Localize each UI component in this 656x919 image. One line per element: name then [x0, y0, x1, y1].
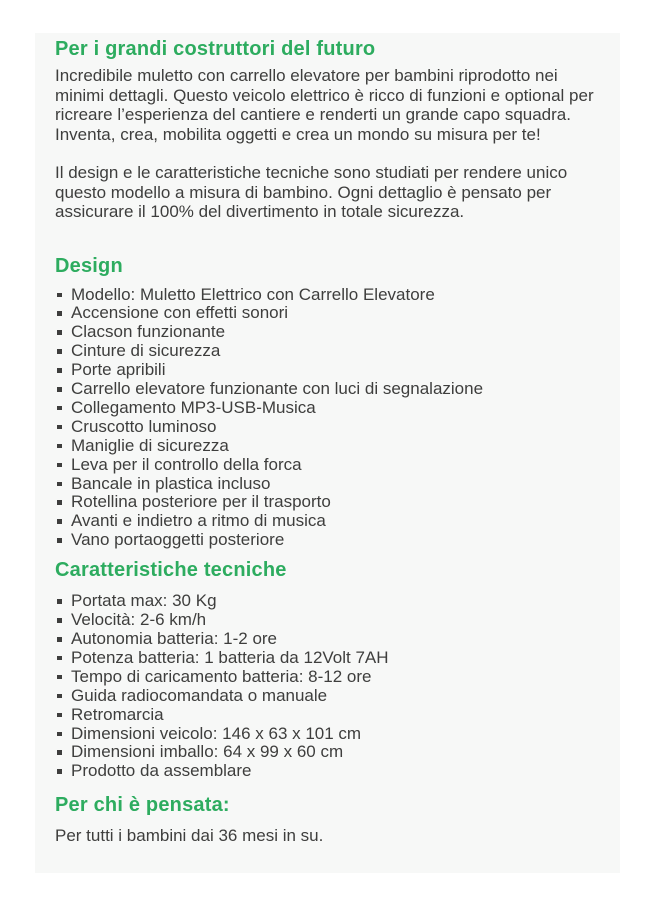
design-feature-item [55, 399, 600, 418]
square-bullet-icon [57, 599, 62, 604]
design-feature-item [55, 418, 600, 437]
spec-item [55, 725, 600, 744]
design-feature-item [55, 304, 600, 323]
square-bullet-icon [57, 769, 62, 774]
spec-item [55, 687, 600, 706]
design-feature-item [55, 323, 600, 342]
design-feature-item [55, 475, 600, 494]
square-bullet-icon [57, 406, 62, 411]
design-feature-item [55, 456, 600, 475]
spec-item [55, 762, 600, 781]
square-bullet-icon [57, 463, 62, 468]
intro-section-title: Per i grandi costruttori del futuro [55, 38, 376, 60]
square-bullet-icon [57, 618, 62, 623]
design-feature-text: Leva per il controllo della forca [71, 454, 302, 474]
design-feature-item [55, 493, 600, 512]
design-feature-text: Porte apribili [71, 360, 166, 380]
design-feature-text: Bancale in plastica incluso [71, 473, 271, 493]
specs-list [55, 592, 600, 781]
design-feature-item [55, 286, 600, 305]
square-bullet-icon [57, 330, 62, 335]
spec-item [55, 611, 600, 630]
audience-section-title: Per chi è pensata: [55, 794, 230, 817]
square-bullet-icon [57, 368, 62, 373]
square-bullet-icon [57, 694, 62, 699]
design-feature-item [55, 380, 600, 399]
spec-text: Autonomia batteria: 1-2 ore [71, 629, 278, 648]
product-description-panel [35, 33, 620, 873]
spec-text: Portata max: 30 Kg [71, 591, 217, 611]
design-feature-text: Carrello elevatore funzionante con luci di segnalazione [71, 379, 484, 399]
design-feature-text: Collegamento MP3-USB-Musica [71, 397, 316, 417]
spec-text: Guida radiocomandata o manuale [71, 685, 328, 705]
design-feature-item [55, 437, 600, 456]
square-bullet-icon [57, 349, 62, 354]
design-feature-text: Vano portaoggetti posteriore [71, 530, 285, 550]
spec-item [55, 592, 600, 611]
spec-item [55, 743, 600, 762]
square-bullet-icon [57, 637, 62, 642]
square-bullet-icon [57, 500, 62, 505]
square-bullet-icon [57, 538, 62, 543]
design-feature-text: Avanti e indietro a ritmo di musica [71, 511, 326, 531]
square-bullet-icon [57, 732, 62, 737]
square-bullet-icon [57, 293, 62, 298]
spec-text: Dimensioni imballo: 64 x 99 x 60 cm [71, 742, 344, 762]
intro-paragraph-1: Incredibile muletto con carrello elevatore per bambini riprodotto nei minimi dettagli. Questo veicolo elettrico è ricco di funzioni e optional per ricreare l’esperienza del cantiere e renderti un grande capo squadra. Inventa, crea, mobilita oggetti e crea un mondo su misura per te! [55, 66, 594, 144]
design-feature-item [55, 361, 600, 380]
square-bullet-icon [57, 519, 62, 524]
spec-text: Velocità: 2-6 km/h [71, 610, 207, 630]
square-bullet-icon [57, 675, 62, 680]
spec-item [55, 649, 600, 668]
design-feature-item [55, 342, 600, 361]
square-bullet-icon [57, 311, 62, 316]
design-feature-text: Clacson funzionante [71, 322, 226, 342]
spec-text: Dimensioni veicolo: 146 x 63 x 101 cm [71, 723, 362, 743]
square-bullet-icon [57, 444, 62, 449]
design-feature-text: Maniglie di sicurezza [71, 435, 229, 455]
design-feature-text: Cruscotto luminoso [71, 416, 217, 436]
spec-item [55, 668, 600, 687]
square-bullet-icon [57, 387, 62, 392]
design-feature-list [55, 286, 600, 551]
spec-text: Retromarcia [71, 704, 164, 724]
audience-paragraph: Per tutti i bambini dai 36 mesi in su. [55, 826, 324, 846]
spec-text: Prodotto da assemblare [71, 761, 252, 781]
design-feature-text: Cinture di sicurezza [71, 341, 221, 361]
design-feature-text: Accensione con effetti sonori [71, 303, 289, 323]
design-section-title: Design [55, 254, 123, 277]
spec-item [55, 706, 600, 725]
design-feature-item [55, 512, 600, 531]
design-feature-text: Modello: Muletto Elettrico con Carrello Elevatore [71, 284, 435, 304]
design-feature-text: Rotellina posteriore per il trasporto [71, 492, 331, 512]
spec-text: Tempo di caricamento batteria: 8-12 ore [71, 666, 372, 686]
spec-item [55, 630, 600, 649]
spec-text: Potenza batteria: 1 batteria da 12Volt 7AH [71, 647, 389, 667]
specs-section-title: Caratteristiche tecniche [55, 559, 287, 582]
design-feature-item [55, 531, 600, 550]
intro-paragraph-2: Il design e le caratteristiche tecniche sono studiati per rendere unico questo modello a misura di bambino. Ogni dettaglio è pensato per assicurare il 100% del divertimento in totale sicurezza. [55, 163, 568, 221]
square-bullet-icon [57, 482, 62, 487]
square-bullet-icon [57, 750, 62, 755]
square-bullet-icon [57, 656, 62, 661]
square-bullet-icon [57, 713, 62, 718]
square-bullet-icon [57, 425, 62, 430]
